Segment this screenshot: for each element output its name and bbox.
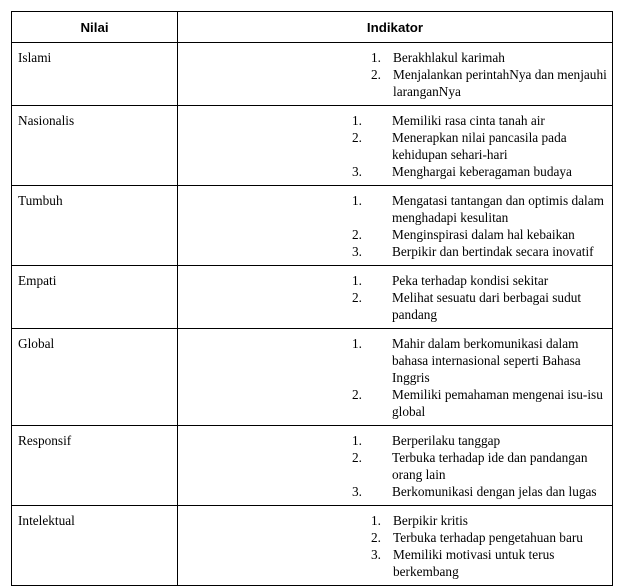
list-item bbox=[178, 192, 612, 226]
list-item bbox=[178, 49, 612, 66]
item-number: 2. bbox=[352, 387, 362, 402]
item-number: 1. bbox=[371, 513, 381, 528]
indicator-list bbox=[178, 512, 612, 580]
item-text: Memiliki rasa cinta tanah air bbox=[392, 113, 545, 128]
value-name: Global bbox=[12, 329, 178, 426]
item-text: Berkomunikasi dengan jelas dan lugas bbox=[392, 484, 597, 499]
table-row bbox=[12, 329, 613, 426]
item-text: Memiliki pemahaman mengenai isu-isu global bbox=[392, 387, 603, 419]
item-number: 2. bbox=[371, 530, 381, 545]
list-item bbox=[178, 129, 612, 163]
indicator-cell bbox=[178, 506, 613, 586]
item-number: 1. bbox=[352, 433, 362, 448]
item-number: 3. bbox=[371, 547, 381, 562]
list-item bbox=[178, 512, 612, 529]
item-text: Terbuka terhadap ide dan pandangan orang lain bbox=[392, 450, 588, 482]
item-number: 1. bbox=[352, 336, 362, 351]
list-item bbox=[178, 243, 612, 260]
item-text: Berpikir kritis bbox=[393, 513, 468, 528]
item-number: 2. bbox=[371, 67, 381, 82]
table-row bbox=[12, 106, 613, 186]
column-header-nilai: Nilai bbox=[12, 12, 178, 43]
item-text: Berpikir dan bertindak secara inovatif bbox=[392, 244, 594, 259]
value-name: Intelektual bbox=[12, 506, 178, 586]
item-text: Mahir dalam berkomunikasi dalam bahasa internasional seperti Bahasa Inggris bbox=[392, 336, 581, 385]
value-name: Islami bbox=[12, 43, 178, 106]
list-item bbox=[178, 546, 612, 580]
column-header-indikator: Indikator bbox=[178, 12, 613, 43]
table-row bbox=[12, 426, 613, 506]
list-item bbox=[178, 529, 612, 546]
item-text: Memiliki motivasi untuk terus berkembang bbox=[393, 547, 555, 579]
indicator-cell bbox=[178, 266, 613, 329]
value-name: Empati bbox=[12, 266, 178, 329]
item-text: Menjalankan perintahNya dan menjauhi laranganNya bbox=[393, 67, 607, 99]
table-row bbox=[12, 506, 613, 586]
item-text: Mengatasi tantangan dan optimis dalam menghadapi kesulitan bbox=[392, 193, 604, 225]
list-item bbox=[178, 432, 612, 449]
item-number: 2. bbox=[352, 130, 362, 145]
indicator-cell bbox=[178, 426, 613, 506]
indicator-cell bbox=[178, 186, 613, 266]
list-item bbox=[178, 163, 612, 180]
values-indicator-table bbox=[11, 11, 613, 586]
item-number: 2. bbox=[352, 227, 362, 242]
table-header-row bbox=[12, 12, 613, 43]
indicator-cell bbox=[178, 106, 613, 186]
item-number: 3. bbox=[352, 164, 362, 179]
list-item bbox=[178, 66, 612, 100]
indicator-list bbox=[178, 49, 612, 100]
table-body bbox=[12, 43, 613, 586]
item-text: Menghargai keberagaman budaya bbox=[392, 164, 572, 179]
item-text: Terbuka terhadap pengetahuan baru bbox=[393, 530, 583, 545]
list-item bbox=[178, 449, 612, 483]
item-number: 3. bbox=[352, 244, 362, 259]
item-text: Berakhlakul karimah bbox=[393, 50, 505, 65]
list-item bbox=[178, 483, 612, 500]
item-text: Menginspirasi dalam hal kebaikan bbox=[392, 227, 575, 242]
value-name: Nasionalis bbox=[12, 106, 178, 186]
table-row bbox=[12, 43, 613, 106]
item-text: Peka terhadap kondisi sekitar bbox=[392, 273, 549, 288]
indicator-list bbox=[178, 272, 612, 323]
list-item bbox=[178, 112, 612, 129]
indicator-list bbox=[178, 112, 612, 180]
list-item bbox=[178, 289, 612, 323]
item-text: Melihat sesuatu dari berbagai sudut pandang bbox=[392, 290, 582, 322]
value-name: Responsif bbox=[12, 426, 178, 506]
table-row bbox=[12, 266, 613, 329]
list-item bbox=[178, 335, 612, 386]
item-number: 1. bbox=[352, 273, 362, 288]
value-name: Tumbuh bbox=[12, 186, 178, 266]
item-number: 1. bbox=[352, 193, 362, 208]
item-number: 3. bbox=[352, 484, 362, 499]
list-item bbox=[178, 272, 612, 289]
list-item bbox=[178, 226, 612, 243]
item-number: 2. bbox=[352, 290, 362, 305]
table-row bbox=[12, 186, 613, 266]
item-text: Berperilaku tanggap bbox=[392, 433, 501, 448]
indicator-list bbox=[178, 335, 612, 420]
item-number: 1. bbox=[352, 113, 362, 128]
indicator-list bbox=[178, 432, 612, 500]
list-item bbox=[178, 386, 612, 420]
item-number: 1. bbox=[371, 50, 381, 65]
indicator-cell bbox=[178, 329, 613, 426]
item-number: 2. bbox=[352, 450, 362, 465]
indicator-cell bbox=[178, 43, 613, 106]
indicator-list bbox=[178, 192, 612, 260]
item-text: Menerapkan nilai pancasila pada kehidupan sehari-hari bbox=[392, 130, 567, 162]
